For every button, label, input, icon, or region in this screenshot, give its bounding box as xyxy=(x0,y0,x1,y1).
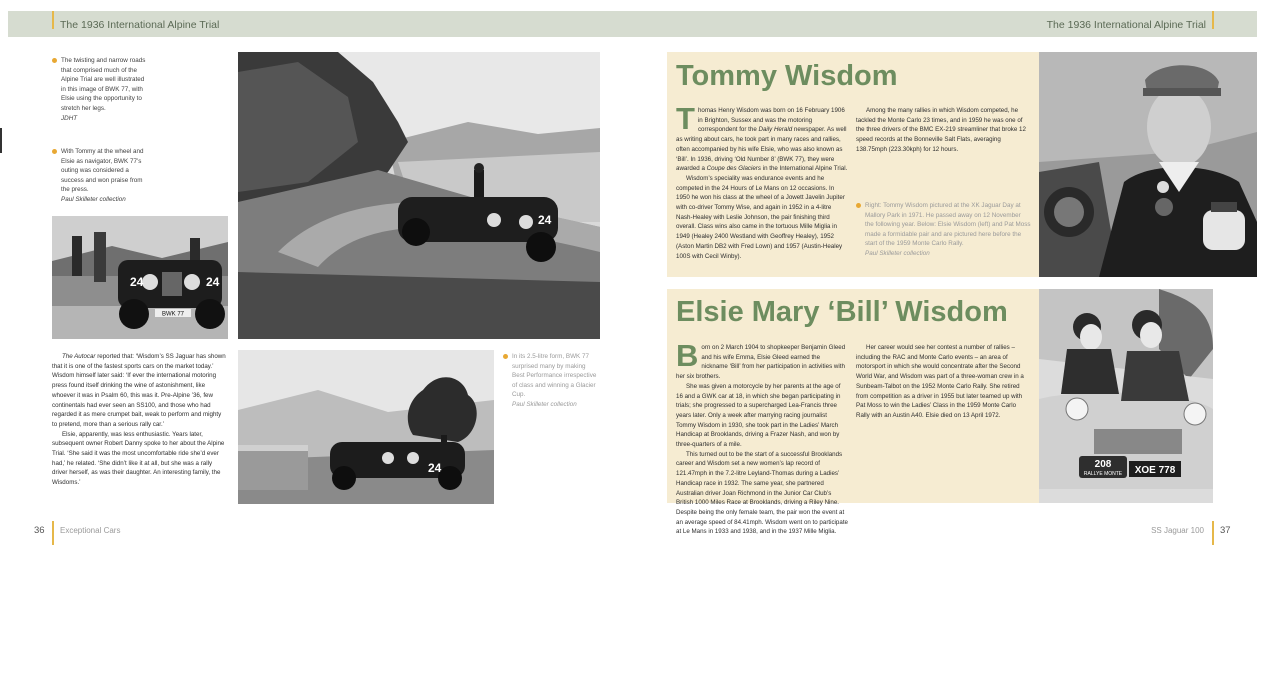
race-number: 24 xyxy=(538,213,552,227)
elsie-paragraph-4: Her career would see her contest a number of rallies – including the RAC and Monte Carlo events – an area of motorsport in which she would concentrate after the Second World War, and Wisdom was part of a three-woman crew in a Sunbeam-Talbot on the 1952 Monte Carlo Rally. She retired from competition as a driver in 1955 but later teamed up with Pat Moss to win the Ladies’ Class in the 1959 Monte Carlo Rally with an Austin A40. Elsie died on 13 April 1972. xyxy=(856,344,1024,419)
footer-label-right: SS Jaguar 100 xyxy=(1151,526,1204,535)
caption-tommy-elsie: With Tommy at the wheel and Elsie as navigator, BWK 77’s outing was considered a success and won praise from the press. Paul Skilleter collection xyxy=(61,147,147,205)
race-number: 24 xyxy=(130,275,144,289)
tommy-wisdom-title: Tommy Wisdom xyxy=(676,60,898,92)
tommy-paragraph-1: Thomas Henry Wisdom was born on 16 February 1906 in Brighton, Sussex and was the motoring correspondent for the Daily Herald newspaper. As well as writing about cars, he took part in many races and rallies, often accompanied by his wife Elsie, who was also known as ‘Bill’. In 1936, driving ‘Old Number 8’ (BWK 77), they were awarded a Coupe des Glaciers in the International Alpine Trial. xyxy=(676,101,848,173)
elsie-wisdom-title: Elsie Mary ‘Bill’ Wisdom xyxy=(676,296,1008,328)
elsie-paragraph-2: She was given a motorcycle by her parents at the age of 16 and a GWK car at 18, in which she began participating in trials; she progressed to a supercharged Lea-Francis three years later. Only a week after marrying racing journalist Tommy Wisdom in 1930, she took part in the Ladies’ March Handicap at Brooklands, driving a Frazer Nash, and won by three-quarters of a mile. xyxy=(676,382,841,449)
caption-tommy-portrait: Right: Tommy Wisdom pictured at the XK Jaguar Day at Mallory Park in 1971. He passed away on 12 November the following year. Below: Elsie Wisdom (left) and Pat Moss made a formidable pair and are pictured here before the start of the 1959 Monte Carlo Rally. Paul Skilleter collection xyxy=(865,201,1031,259)
tommy-paragraph-3: Among the many rallies in which Wisdom competed, he tackled the Monte Carlo 23 times, and in 1959 he was one of the three drivers of the BMC EX-219 streamliner that broke 12 speed records at the Bonneville Salt Flats, averaging 138.75mph (223.30kph) for 12 hours. xyxy=(856,107,1026,153)
page-number-left: 36 xyxy=(34,525,45,536)
caption-bullet-icon xyxy=(503,354,508,359)
car-plate: XOE 778 xyxy=(1134,465,1176,476)
tommy-body-col2 xyxy=(856,106,1030,155)
photo-elsie-pat-moss xyxy=(1039,289,1213,503)
elsie-paragraph-3: This turned out to be the start of a successful Brooklands career and Wisdom set a new women’s lap record of 121.47mph in the 7.2-litre Leyland-Thomas during a Ladies’ Handicap race in 1932. The same year, she partnered Australian driver Joan Richmond in the Junior Car Club’s British 1000 Miles Race at Brooklands, driving a Riley Nine. Despite being the only female team, the pair won the event at an average speed of 84.41mph. Wisdom went on to participate at Le Mans in 1933 and 1938, and in the 1937 Mille Miglia. xyxy=(676,450,848,536)
tommy-dropcap: T xyxy=(676,101,695,136)
rally-number: 208 xyxy=(1094,459,1112,470)
photo-car-with-crew xyxy=(52,216,228,339)
elsie-paragraph-1: Born on 2 March 1904 to shopkeeper Benjamin Gleed and his wife Emma, Elsie Gleed earned the nickname ‘Bill’ from her participation in activities with her six brothers. xyxy=(676,338,846,381)
photo-tommy-wisdom xyxy=(1039,52,1257,277)
left-body-paragraph-2: Elsie, apparently, was less enthusiastic. Years later, subsequent owner Robert Danny spoke to her about the Alpine Trial. ‘She said it was the most uncomfortable ride she’d ever had,’ he related. ‘She didn’t like it at all, but she was a rally driver herself, as was their daughter. An interesting family, the Wisdoms.’ xyxy=(52,430,225,487)
photo-hillside-car xyxy=(238,350,494,504)
caption-glacier-cup: In its 2.5-litre form, BWK 77 surprised many by making Best Performance irrespective of class and winning a Glacier Cup. Paul Skilleter collection xyxy=(512,352,598,410)
footer-accent-right xyxy=(1212,521,1214,545)
elsie-body-col1 xyxy=(676,338,848,537)
running-header-left: The 1936 International Alpine Trial xyxy=(60,19,220,31)
left-body-text xyxy=(52,352,228,488)
plate-text: BWK 77 xyxy=(161,311,185,318)
caption-bullet-icon xyxy=(856,203,861,208)
race-number: 24 xyxy=(428,461,442,475)
caption-bullet-icon xyxy=(52,149,57,154)
footer-accent-left xyxy=(52,521,54,545)
tommy-paragraph-2: Wisdom’s speciality was endurance events and he competed in the 24 Hours of Le Mans on 12 occasions. In 1950 he won his class at the wheel of a Jowett Javelin Jupiter with co-driver Tommy Wise, and again in 1952 in a 4-litre Nash-Healey with Leslie Johnson, the pair finishing third overall. Class wins also came in the tortuous Mille Miglia in 1949 (Healey 2400 Westland with Geoffrey Healey), 1952 (Aston Martin DB2 with Fred Lown) and 1957 (Austin-Healey 100S with Cecil Winby). xyxy=(676,174,845,260)
caption-bullet-icon xyxy=(52,58,57,63)
left-body-paragraph-1: The Autocar reported that: ‘Wisdom’s SS Jaguar has shown that it is one of the fastest sports cars on the market today.’ Wisdom himself later said: ‘If ever the international motoring press found itself drinking the wine of astonishment, like whoever it was in Psalm 60, this was it. Pre-Alpine ’36, few continentals had ever seen an SS100, and those who had regarded it as mere crumpet bait, weak to perform and mighty to pretend, more than a serious rally car.’ xyxy=(52,353,226,428)
race-number-2: 24 xyxy=(206,275,220,289)
header-accent-left xyxy=(52,11,54,29)
running-header-right: The 1936 International Alpine Trial xyxy=(1046,19,1206,31)
page-number-right: 37 xyxy=(1220,525,1231,536)
tommy-body-col1 xyxy=(676,101,848,261)
elsie-body-col2 xyxy=(856,343,1030,421)
caption-alpine-roads: The twisting and narrow roads that comprised much of the Alpine Trial are well illustrated in this image of BWK 77, with Elsie using the opportunity to stretch her legs. JDHT xyxy=(61,56,147,123)
header-accent-right xyxy=(1212,11,1214,29)
photo-alpine-road xyxy=(238,52,600,339)
elsie-dropcap: B xyxy=(676,338,699,373)
rally-plate-label: RALLYE MONTE xyxy=(1083,471,1123,477)
page-edge-marker xyxy=(0,128,2,153)
footer-label-left: Exceptional Cars xyxy=(60,526,121,535)
